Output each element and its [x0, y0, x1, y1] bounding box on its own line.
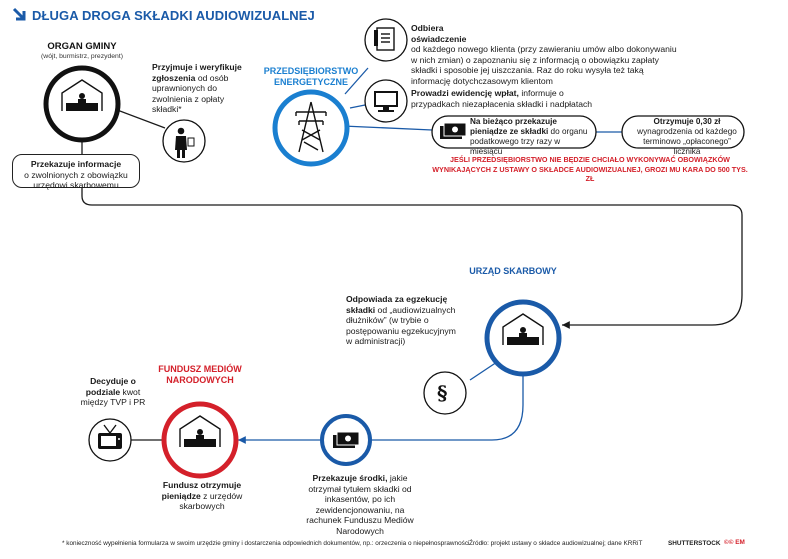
municipality-receives-rest: od osób uprawnionych do zwolnienia z opłaty składki* — [152, 72, 229, 115]
energy-fee-bold: Otrzymuje 0,30 zł — [653, 117, 721, 126]
line-energy-money — [343, 126, 432, 130]
fund-receives-text — [158, 480, 246, 512]
tv-icon — [89, 419, 131, 461]
paragraph-icon: § — [437, 381, 448, 405]
tax-enforce-text — [346, 294, 464, 347]
fund-name: FUNDUSZ MEDIÓW NARODOWYCH — [158, 364, 242, 385]
energy-fee-text — [632, 117, 742, 157]
municipality-info-box — [12, 154, 140, 191]
municipality-name: ORGAN GMINY — [47, 41, 117, 52]
energy-statement-rest: od każdego nowego klienta (przy zawieraniu umów albo dokonywaniu w nich zmian) o zapoznaniu się z informacją o obowiązku zapłaty składki i sposobie jej uiszczania. Raz do roku wysyła też taką informację dotychczasowym klientom — [411, 44, 677, 86]
energy-fee-rest: wynagrodzenia od każdego terminowo „opłaconego” licznika — [637, 127, 737, 156]
fund-decides-bold: Decyduje o podziale — [85, 376, 136, 397]
tax-office-name: URZĄD SKARBOWY — [469, 266, 557, 276]
energy-records-bold: Prowadzi ewidencję wpłat, — [411, 88, 519, 98]
footer-source: Źródło: projekt ustawy o składce audiowizualnej; dane KRRiT — [469, 540, 643, 547]
document-icon — [365, 19, 407, 61]
energy-records-rest: informuje o przypadkach niezapłacenia składki i nadpłatach — [411, 88, 593, 109]
energy-warning: JEŚLI PRZEDSIĘBIORSTWO NIE BĘDZIE CHCIAŁO WYKONYWAĆ OBOWIĄZKÓW WYNIKAJĄCYCH Z USTAWY O SKŁADCE AUDIOWIZUALNEJ, GROZI MU KARA DO 500 TYS. ZŁ — [432, 155, 748, 183]
municipality-circle — [46, 68, 118, 140]
title-arrow-icon — [12, 7, 28, 23]
footer-marks: ©© EM — [724, 539, 745, 546]
energy-statement-bold: Odbiera oświadczenie — [411, 23, 467, 44]
fund-receives-rest: z urzędów skarbowych — [179, 490, 243, 512]
banknotes-circle — [322, 416, 370, 464]
fund-decides-text — [78, 376, 148, 408]
tax-enforce-bold: Odpowiada za egzekucję składki — [346, 294, 448, 315]
municipality-receives-text — [152, 62, 248, 115]
energy-name: PRZEDSIĘBIORSTWO ENERGETYCZNE — [263, 66, 359, 87]
tax-transfer-rest: jakie otrzymał tytułem składki od inkasentów, po ich zewidencjonowaniu, na rachunek Funduszu Mediów Narodowych — [306, 473, 414, 536]
energy-transfer-bold: Na bieżąco przekazuje pieniądze ze składki — [470, 117, 557, 136]
footer-credit: SHUTTERSTOCK — [668, 540, 721, 547]
page-title: DŁUGA DROGA SKŁADKI AUDIOWIZUALNEJ — [32, 8, 315, 23]
tax-transfer-bold: Przekazuje środki, — [312, 473, 388, 483]
tax-enforce-rest: od „audiowizualnych dłużników” (w trybie o postępowaniu egzekucyjnym w administracji) — [346, 304, 456, 347]
fund-decides-rest: kwot między TVP i PR — [80, 386, 146, 408]
energy-transfer-rest: do organu podatkowego trzy razy w miesiącu — [470, 127, 588, 156]
energy-records-text — [411, 88, 611, 109]
energy-circle — [275, 92, 347, 164]
energy-statement-text — [411, 23, 681, 87]
tax-transfer-text — [300, 473, 420, 537]
municipality-subtitle: (wójt, burmistrz, prezydent) — [41, 53, 123, 60]
footer-note: * konieczność wypełnienia formularza w swoim urzędzie gminy i dostarczenia odpowiednich dokumentów, np.: orzeczenia o niepełnosprawności — [62, 540, 470, 547]
tax-office-circle — [487, 302, 559, 374]
municipality-receives-bold: Przyjmuje i weryfikuje zgłoszenia — [152, 62, 242, 83]
monitor-icon — [365, 80, 407, 122]
energy-transfer-text — [470, 117, 590, 157]
municipality-info-bold: Przekazuje informacje — [30, 159, 122, 169]
municipality-info-rest: o zwolnionych z obowiązku urzędowi skarbowemu — [24, 169, 128, 191]
fund-receives-bold: Fundusz otrzymuje pieniądze — [161, 480, 242, 501]
clerk-icon — [163, 120, 205, 162]
fund-circle — [164, 404, 236, 476]
